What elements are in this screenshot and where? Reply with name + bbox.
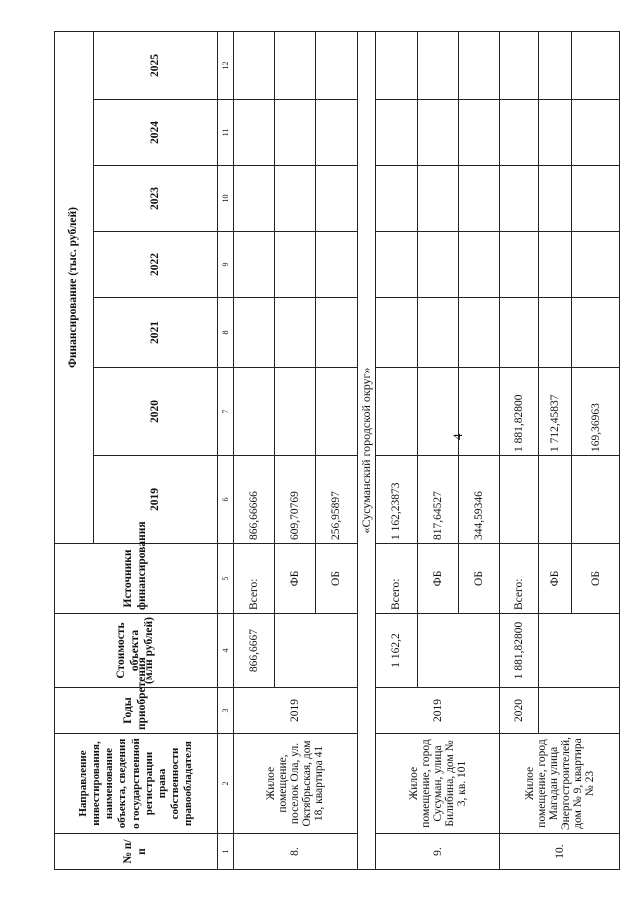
header-year: 2020 [94, 368, 218, 456]
column-number: 2 [218, 734, 233, 834]
acquisition-year: 2020 [500, 688, 539, 734]
header-num: № п/п [55, 834, 218, 870]
value-2019: 1 162,23873 [376, 456, 417, 544]
source-label: Всего: [500, 544, 539, 614]
column-number-row [218, 31, 233, 869]
value-2020 [417, 368, 458, 456]
value-2020 [316, 368, 357, 456]
rotated-table-wrapper [54, 32, 620, 870]
value-2020: 169,36963 [572, 368, 620, 456]
value-2019: 344,59346 [458, 456, 499, 544]
value-2020 [233, 368, 274, 456]
source-label: ФБ [417, 544, 458, 614]
value-2019 [572, 456, 620, 544]
row-number: 9. [376, 834, 500, 870]
column-number: 9 [218, 232, 233, 298]
value-2020: 1 881,82800 [500, 368, 539, 456]
acquisition-year: 2019 [376, 688, 500, 734]
header-direction: Направление инвестирования, наименование объекта, сведения о государственной регистрации права собственности правообладателя [55, 734, 218, 834]
section-row [357, 31, 376, 869]
value-2019 [500, 456, 539, 544]
header-cost: Стоимость объекта (млн рублей) [55, 614, 218, 688]
column-number: 12 [218, 31, 233, 99]
table-row [233, 31, 274, 869]
row-number: 8. [233, 834, 357, 870]
column-number: 11 [218, 100, 233, 166]
column-number: 6 [218, 456, 233, 544]
header-sources: Источники финансирования [55, 544, 218, 614]
acquisition-year: 2019 [233, 688, 357, 734]
object-cost: 1 162,2 [376, 614, 417, 688]
object-cost: 866,6667 [233, 614, 274, 688]
section-title: «Сусуманский городской округ» [357, 31, 376, 869]
source-label: Всего: [376, 544, 417, 614]
header-financing: Финансирование (тыс. рублей) [55, 31, 94, 543]
value-2019 [539, 456, 572, 544]
column-number: 7 [218, 368, 233, 456]
column-number: 10 [218, 166, 233, 232]
header-year: 2022 [94, 232, 218, 298]
value-2020 [274, 368, 315, 456]
source-label: ОБ [458, 544, 499, 614]
header-years: Годы приобретения [55, 688, 218, 734]
header-year: 2024 [94, 100, 218, 166]
object-name: Жилое помещение, поселок Ола, ул. Октябрьская, дом 18, квартира 41 [233, 734, 357, 834]
value-2019: 256,95897 [316, 456, 357, 544]
column-number: 4 [218, 614, 233, 688]
table-row [500, 31, 539, 869]
column-number: 5 [218, 544, 233, 614]
object-name: Жилое помещение, город Сусуман, улица Билибина, дом № 3, кв. 101 [376, 734, 500, 834]
value-2019: 866,66666 [233, 456, 274, 544]
object-cost: 1 881,82800 [500, 614, 539, 688]
header-year: 2019 [94, 456, 218, 544]
column-number: 8 [218, 298, 233, 368]
header-year: 2023 [94, 166, 218, 232]
value-2020: 1 712,45837 [539, 368, 572, 456]
row-number: 10. [500, 834, 620, 870]
column-number: 1 [218, 834, 233, 870]
header-year: 2021 [94, 298, 218, 368]
source-label: ФБ [274, 544, 315, 614]
value-2019: 609,70769 [274, 456, 315, 544]
table-row [376, 31, 417, 869]
header-year: 2025 [94, 31, 218, 99]
source-label: ОБ [316, 544, 357, 614]
source-label: ФБ [539, 544, 572, 614]
investment-table [54, 31, 620, 870]
column-number: 3 [218, 688, 233, 734]
value-2020 [458, 368, 499, 456]
source-label: Всего: [233, 544, 274, 614]
object-name: Жилое помещение, город Магадан улица Энергостроителей, дом № 9, квартира № 23 [500, 734, 620, 834]
page-number: 4 [450, 433, 465, 440]
value-2019: 817,64527 [417, 456, 458, 544]
value-2020 [376, 368, 417, 456]
source-label: ОБ [572, 544, 620, 614]
